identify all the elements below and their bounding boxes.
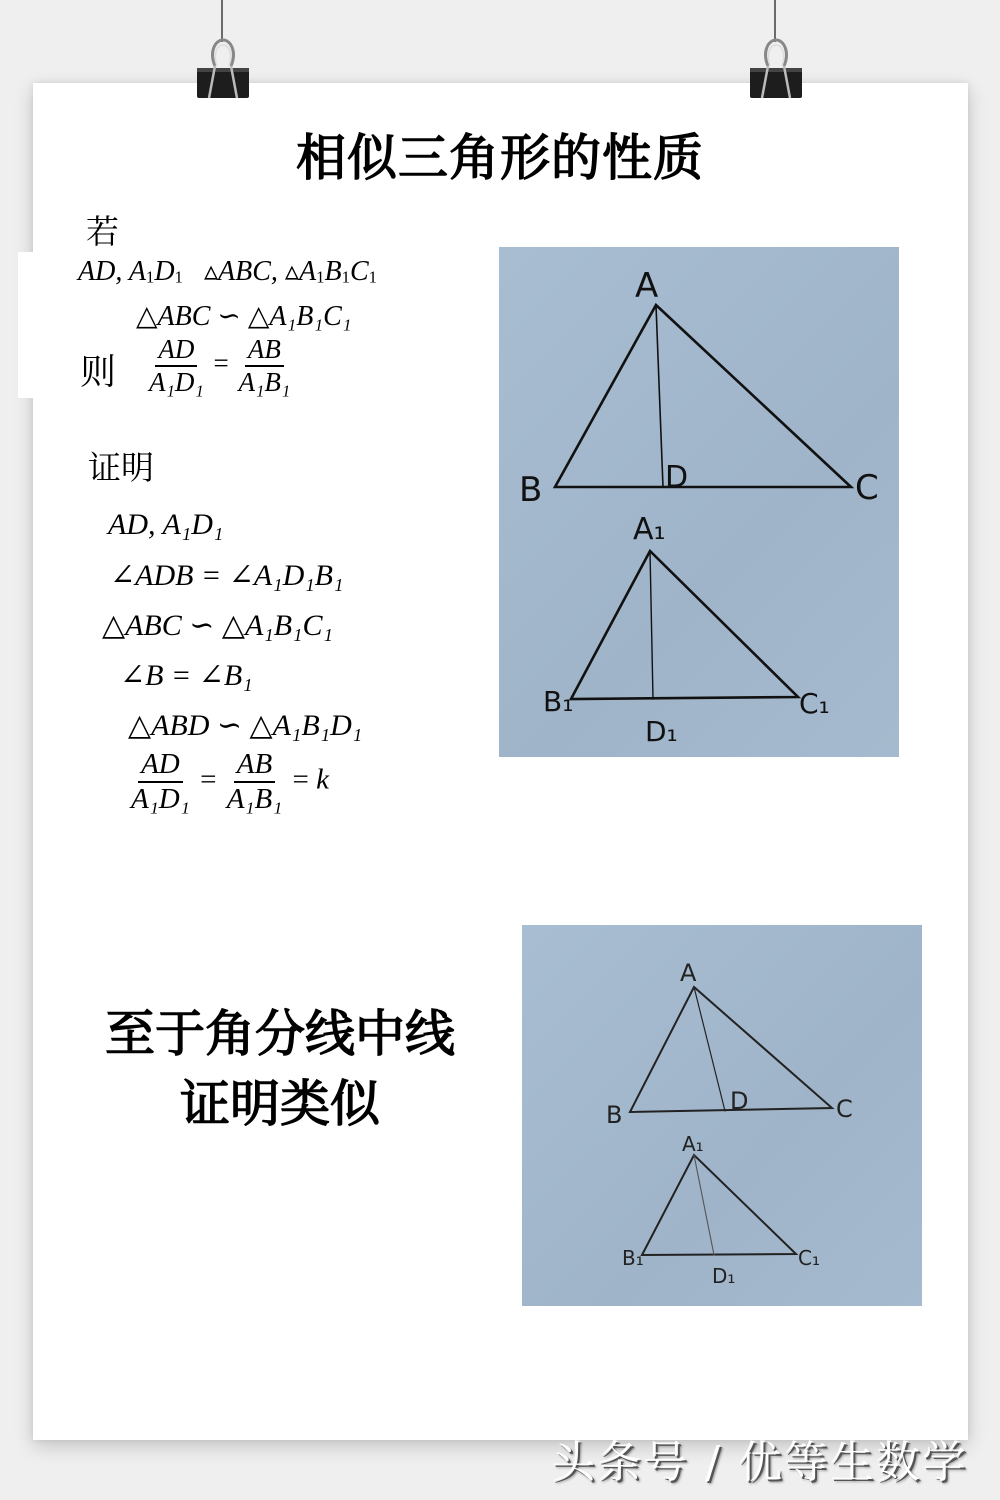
label-D1: D₁ bbox=[712, 1264, 736, 1288]
proof-step-1: AD, A₁D₁ bbox=[108, 508, 224, 541]
label-D1: D₁ bbox=[645, 715, 678, 748]
proof-final-equation bbox=[128, 750, 329, 814]
given-label: 若 bbox=[86, 212, 119, 251]
triangle-diagram-bisector bbox=[522, 925, 922, 1306]
equals-sign: = bbox=[200, 763, 217, 796]
given-line-2: △ABC ∽ △A₁B₁C₁ bbox=[136, 301, 352, 332]
label-A1: A₁ bbox=[633, 512, 666, 547]
equals-sign: = bbox=[213, 348, 229, 379]
label-D: D bbox=[665, 460, 689, 495]
proof-step-4: ∠B = ∠B₁ bbox=[120, 659, 253, 692]
label-C1: C₁ bbox=[799, 687, 830, 720]
conclusion-lhs-numerator: AD bbox=[155, 336, 197, 367]
label-B: B bbox=[519, 470, 543, 510]
watermark: 头条号 / 优等生数学 bbox=[551, 1437, 968, 1488]
label-C1: C₁ bbox=[798, 1246, 820, 1270]
label-B: B bbox=[606, 1101, 623, 1129]
proof-step-2: ∠ADB = ∠A₁D₁B₁ bbox=[110, 559, 344, 592]
label-B1: B₁ bbox=[622, 1246, 644, 1270]
label-C: C bbox=[855, 468, 879, 508]
final-lhs-denominator: A₁D₁ bbox=[131, 783, 190, 815]
given-line-1: AD, $A_1D_1$ ▵ABC, $▵A_1B_1C_1$ bbox=[78, 256, 378, 287]
proof-step-3: △ABC ∽ △A₁B₁C₁ bbox=[102, 609, 333, 642]
proof-step-5: △ABD ∽ △A₁B₁D₁ bbox=[128, 709, 363, 742]
note-line-2: 证明类似 bbox=[180, 1075, 380, 1133]
photo-altitude-triangles bbox=[499, 247, 899, 757]
label-B1: B₁ bbox=[543, 685, 574, 718]
label-C: C bbox=[836, 1095, 853, 1123]
conclusion-lhs-denominator: A₁D₁ bbox=[149, 367, 204, 397]
equals-sign: = bbox=[292, 763, 309, 796]
label-A1: A₁ bbox=[682, 1132, 704, 1156]
conclusion-equation bbox=[146, 336, 293, 396]
binder-clip-icon-right bbox=[748, 30, 804, 100]
conclusion-rhs-denominator: A₁B₁ bbox=[238, 367, 291, 397]
triangle-diagram-altitude bbox=[499, 247, 899, 757]
photo-bisector-triangles bbox=[522, 925, 922, 1306]
note-line-1: 至于角分线中线 bbox=[105, 1005, 455, 1063]
binder-clip-icon-left bbox=[195, 30, 251, 100]
final-rhs-numerator: AB bbox=[234, 750, 275, 783]
label-D: D bbox=[730, 1087, 749, 1115]
conclusion-rhs-numerator: AB bbox=[245, 336, 284, 367]
ratio-k: k bbox=[316, 763, 330, 796]
then-label: 则 bbox=[80, 352, 117, 393]
final-lhs-numerator: AD bbox=[138, 750, 183, 783]
label-A: A bbox=[680, 959, 697, 987]
page-title: 相似三角形的性质 bbox=[296, 129, 704, 187]
proof-label: 证明 bbox=[88, 448, 154, 487]
final-rhs-denominator: A₁B₁ bbox=[226, 783, 283, 815]
label-A: A bbox=[635, 266, 659, 306]
